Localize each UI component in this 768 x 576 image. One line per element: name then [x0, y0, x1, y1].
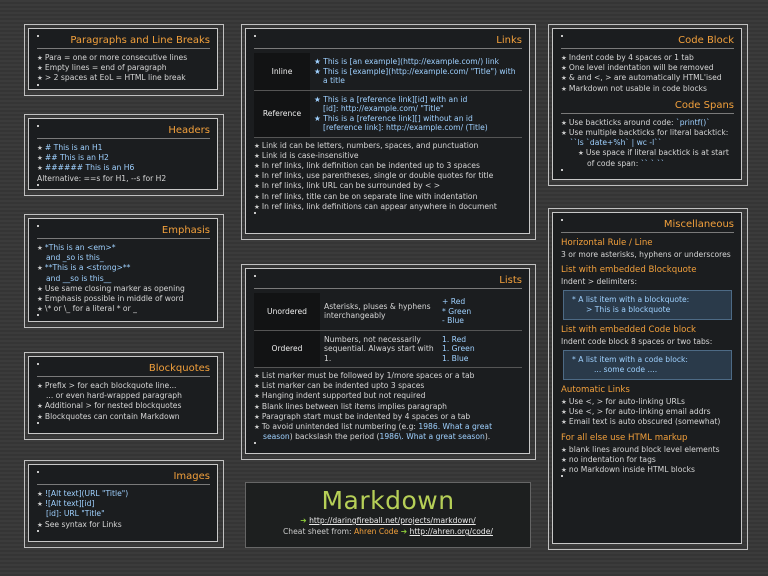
codespans-title: Code Spans	[561, 100, 734, 114]
links-inline-2: This is [example](http://example.com/ "Title") with a title	[323, 66, 516, 85]
list-item: ★ Link id can be letters, numbers, spaces, and punctuation	[254, 141, 522, 151]
list-item: ★ & and <, > are automatically HTML'ised	[561, 73, 734, 83]
list-example: + Red	[442, 297, 466, 306]
list-item: ★ Paragraph start must be indented by 4 spaces or a tab	[254, 412, 522, 422]
misc-panel	[552, 212, 742, 544]
list-item: ★ no indentation for tags	[561, 455, 734, 465]
author-url-link[interactable]: http://ahren.org/code/	[409, 527, 493, 536]
list-item: and __so is this__	[46, 273, 112, 283]
list-item: ★ Use multiple backticks for literal backtick: ``ls `date+%h` | wc -l``	[561, 128, 734, 148]
list-item: ★ \* or \_ for a literal * or _	[37, 304, 210, 314]
hr-text: 3 or more asterisks, hyphens or underscores	[561, 250, 731, 259]
list-item: ★ See syntax for Links	[37, 520, 210, 530]
links-ref-3: This is a [reference link][] without an id	[323, 113, 473, 123]
lists-ordered-desc: Numbers, not necessarily sequential. Always start with 1.	[320, 330, 438, 368]
hr-title: Horizontal Rule / Line	[561, 238, 653, 248]
arrow-right-icon: ➔	[300, 516, 307, 525]
table-row: Reference ★ This is a [reference link][id] with an id [id]: http://example.com/ "Title" ★ This is a [reference link][] without an id [reference link]: http://example.com/ (Title)	[254, 90, 522, 137]
list-item: ★ In ref links, link definitions can appear anywhere in document	[254, 202, 522, 212]
markdown-logo-title: Markdown	[321, 486, 455, 515]
list-item: ★ Use backticks around code: `printf()`	[561, 118, 734, 128]
lists-panel	[245, 268, 530, 454]
list-item: [id]: URL "Title"	[46, 509, 105, 519]
blockquotes-title: Blockquotes	[37, 363, 210, 377]
paragraphs-panel	[28, 28, 218, 90]
links-title: Links	[254, 35, 522, 49]
headers-panel	[28, 118, 218, 190]
list-item: ★ Indent code by 4 spaces or 1 tab	[561, 53, 734, 63]
list-item: ★ Empty lines = end of paragraph	[37, 63, 210, 73]
links-inline-1: This is [an example](http://example.com/) link	[323, 57, 500, 66]
links-panel	[245, 28, 530, 234]
codeblock-list-text: Indent code block 8 spaces or two tabs:	[561, 337, 713, 346]
list-item: ★ Hanging indent supported but not required	[254, 391, 522, 401]
list-item: ★ Email text is auto obscured (somewhat)	[561, 417, 734, 427]
codeblock-list-title: List with embedded Code block	[561, 325, 697, 335]
list-item: ★ Use <, > for auto-linking email addrs	[561, 407, 734, 417]
links-ref-4: [reference link]: http://example.com/ (Title)	[323, 123, 488, 132]
table-row: Inline ★ This is [an example](http://example.com/) link ★ This is [example](http://example.com/ "Title") with a title	[254, 53, 522, 90]
images-panel	[28, 464, 218, 542]
table-row	[254, 293, 522, 330]
list-example: 1. Green	[442, 344, 475, 353]
list-item: ... or even hard-wrapped paragraph	[46, 391, 182, 401]
blockquote-list-text: Indent > delimiters:	[561, 277, 638, 286]
headers-title: Headers	[37, 125, 210, 139]
list-item: ★ ###### This is an H6	[37, 163, 210, 173]
list-item: ★ Use space if literal backtick is at start of code span: `` ` ``	[561, 148, 734, 168]
links-ref-2: [id]: http://example.com/ "Title"	[323, 104, 444, 113]
list-item: ★ # This is an H1	[37, 143, 210, 153]
code-panel	[552, 28, 742, 180]
list-item: ★ Blockquotes can contain Markdown	[37, 412, 210, 422]
list-item: ★ > 2 spaces at EoL = HTML line break	[37, 73, 210, 83]
list-item: ★ One level indentation will be removed	[561, 63, 734, 73]
list-example: 1. Blue	[442, 353, 469, 363]
lists-unordered-label: Unordered	[254, 293, 320, 330]
links-ref-1: This is a [reference link][id] with an id	[323, 94, 468, 104]
emphasis-title: Emphasis	[37, 225, 210, 239]
images-title: Images	[37, 471, 210, 485]
list-example: - Blue	[442, 316, 464, 325]
emphasis-panel	[28, 218, 218, 322]
links-ref-label: Reference	[254, 90, 310, 137]
list-item: ★ ![Alt text](URL "Title")	[37, 489, 210, 499]
auto-links-title: Automatic Links	[561, 385, 630, 395]
arrow-right-icon: ➔	[400, 527, 408, 536]
links-inline-label: Inline	[254, 53, 310, 90]
lists-table	[254, 293, 522, 368]
list-item: and _so is this_	[46, 253, 104, 263]
blockquotes-panel	[28, 356, 218, 434]
list-example: 1. Red	[442, 334, 467, 344]
list-item: ★ In ref links, link URL can be surrounded by < >	[254, 181, 522, 191]
markdown-logo-panel	[245, 482, 531, 548]
blockquote-list-title: List with embedded Blockquote	[561, 265, 697, 275]
cheat-sheet-label: Cheat sheet from:	[283, 527, 354, 536]
list-item: ★ *This is an <em>*	[37, 243, 210, 253]
list-item: ★ To avoid unintended list numbering (e.g: 1986. What a great season) backslash the period (1986\. What a great season).	[254, 422, 522, 442]
list-item: ★ ## This is an H2	[37, 153, 210, 163]
blockquote-sample: * A list item with a blockquote: > This is a blockquote	[563, 290, 732, 320]
paragraphs-title: Paragraphs and Line Breaks	[37, 35, 210, 49]
list-item: ★ ![Alt text][id]	[37, 499, 210, 509]
list-item: ★ **This is a <strong>**	[37, 263, 210, 273]
codeblock-title: Code Block	[561, 35, 734, 49]
list-example: * Green	[442, 306, 472, 316]
lists-ordered-label: Ordered	[254, 330, 320, 368]
links-table	[254, 53, 522, 138]
codeblock-sample: * A list item with a code block: ... some code ....	[563, 350, 732, 380]
list-item: ★ List marker must be followed by 1/more spaces or a tab	[254, 371, 522, 381]
list-item: ★ In ref links, title can be on separate line with indentation	[254, 192, 522, 202]
list-item: ★ Prefix > for each blockquote line...	[37, 381, 210, 391]
list-item: ★ Link id is case-insensitive	[254, 151, 522, 161]
list-item: ★ Markdown not usable in code blocks	[561, 84, 734, 94]
list-item: ★ Emphasis possible in middle of word	[37, 294, 210, 304]
html-markup-title: For all else use HTML markup	[561, 432, 688, 443]
lists-unordered-desc: Asterisks, pluses & hyphens interchangeably	[320, 293, 438, 330]
list-item: ★ In ref links, link definition can be indented up to 3 spaces	[254, 161, 522, 171]
misc-title: Miscellaneous	[561, 219, 734, 233]
list-item: ★ Additional > for nested blockquotes	[37, 401, 210, 411]
author-name: Ahren Code	[353, 527, 399, 536]
list-item: ★ Use <, > for auto-linking URLs	[561, 397, 734, 407]
list-item: ★ Blank lines between list items implies paragraph	[254, 402, 522, 412]
list-item: Alternative: ==s for H1, --s for H2	[37, 173, 167, 183]
list-item: ★ List marker can be indented upto 3 spaces	[254, 381, 522, 391]
list-item: ★ Para = one or more consecutive lines	[37, 53, 210, 63]
list-item: ★ Use same closing marker as opening	[37, 284, 210, 294]
list-item: ★ no Markdown inside HTML blocks	[561, 465, 734, 475]
lists-title: Lists	[254, 275, 522, 289]
list-item: ★ In ref links, use parentheses, single or double quotes for title	[254, 171, 522, 181]
list-item: ★ blank lines around block level elements	[561, 445, 734, 455]
table-row	[254, 330, 522, 368]
markdown-url-link[interactable]: http://daringfireball.net/projects/markdown/	[309, 516, 476, 525]
